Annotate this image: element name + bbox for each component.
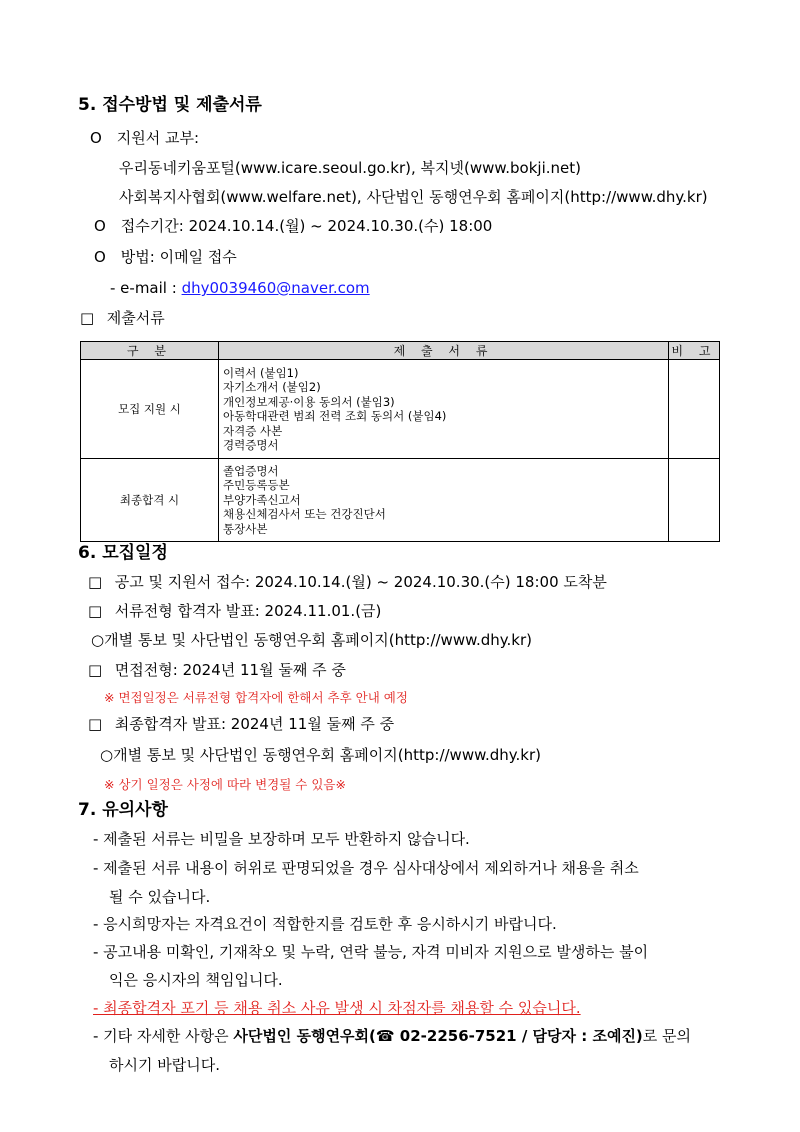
sites-line-2: 사회복지사협회(www.welfare.net), 사단법인 동행연우회 홈페이지(http://www.dhy.kr) bbox=[119, 188, 708, 206]
contact-pre: - 기타 자세한 사항은 bbox=[93, 1027, 234, 1045]
contact-info: 사단법인 동행연우회(☎ 02-2256-7521 / 담당자 : 조예진) bbox=[233, 1027, 643, 1045]
sites-line-1: 우리동네키움포털(www.icare.seoul.go.kr), 복지넷(www.bokji.net) bbox=[119, 159, 581, 177]
list-item: 자기소개서 (붙임2) bbox=[223, 380, 321, 394]
section6-title: 6. 모집일정 bbox=[78, 543, 168, 563]
application-form-label: 지원서 교부: bbox=[116, 129, 200, 147]
square-bullet-icon: □ bbox=[88, 715, 103, 733]
table-header-row bbox=[81, 342, 720, 360]
email-line bbox=[110, 277, 370, 299]
notice-paragraph: - 공고내용 미확인, 기재착오 및 누락, 연락 불능, 자격 미비자 지원으로 발생하는 불이 bbox=[93, 943, 649, 961]
contact-paragraph-cont: 하시기 바랍니다. bbox=[109, 1056, 220, 1074]
table-cell-items bbox=[219, 459, 669, 542]
schedule-text: 개별 통보 및 사단법인 동행연우회 홈페이지(http://www.dhy.kr) bbox=[113, 746, 541, 764]
list-item: 졸업증명서 bbox=[223, 463, 279, 478]
docs-heading: 제출서류 bbox=[106, 309, 165, 327]
list-item: 이력서 (붙임1) bbox=[223, 365, 299, 380]
schedule-item-1 bbox=[88, 571, 607, 593]
circle-bullet-icon: O bbox=[94, 217, 106, 235]
contact-post: 로 문의 bbox=[642, 1027, 692, 1045]
schedule-text: 공고 및 지원서 접수: 2024.10.14.(월) ~ 2024.10.30.(수) 18:00 도착분 bbox=[114, 573, 607, 591]
table-cell-note bbox=[669, 360, 720, 459]
table-row bbox=[81, 459, 720, 542]
schedule-item-3 bbox=[88, 659, 346, 681]
circle-bullet-icon: O bbox=[90, 129, 102, 147]
list-item: 주민등록등본 bbox=[223, 478, 290, 493]
table-cell-category: 모집 지원 시 bbox=[81, 360, 219, 459]
schedule-notice-1 bbox=[91, 629, 532, 651]
method-text: 방법: 이메일 접수 bbox=[120, 248, 237, 266]
list-item: 부양가족신고서 bbox=[223, 492, 301, 507]
schedule-notice-2 bbox=[100, 744, 541, 766]
interview-note: ※ 면접일정은 서류전형 합격자에 한해서 추후 안내 예정 bbox=[104, 690, 408, 705]
table-cell-items bbox=[219, 360, 669, 459]
notice-paragraph: - 제출된 서류는 비밀을 보장하며 모두 반환하지 않습니다. bbox=[93, 830, 470, 848]
square-bullet-icon: □ bbox=[80, 309, 95, 327]
square-bullet-icon: □ bbox=[88, 661, 103, 679]
notice-paragraph-cont: 익은 응시자의 책임입니다. bbox=[109, 971, 283, 989]
square-bullet-icon: □ bbox=[88, 573, 103, 591]
table-row bbox=[81, 360, 720, 459]
schedule-text: 최종합격자 발표: 2024년 11월 둘째 주 중 bbox=[114, 715, 395, 733]
docs-heading-line bbox=[80, 307, 165, 329]
list-item: 통장사본 bbox=[223, 521, 268, 536]
email-link[interactable]: dhy0039460@naver.com bbox=[181, 279, 370, 297]
section5-title: 5. 접수방법 및 제출서류 bbox=[78, 95, 262, 115]
period-text: 접수기간: 2024.10.14.(월) ~ 2024.10.30.(수) 18:00 bbox=[120, 217, 493, 235]
notice-paragraph-cont: 될 수 있습니다. bbox=[109, 888, 211, 906]
list-item: 개인정보제공·이용 동의서 (붙임3) bbox=[223, 394, 395, 409]
notice-paragraph: - 제출된 서류 내용이 허위로 판명되었을 경우 심사대상에서 제외하거나 채용을 취소 bbox=[93, 859, 639, 877]
period-line bbox=[94, 215, 492, 237]
small-circle-icon: ○ bbox=[100, 746, 114, 764]
schedule-text: 면접전형: 2024년 11월 둘째 주 중 bbox=[114, 661, 346, 679]
list-item: 경력증명서 bbox=[223, 438, 279, 452]
table-header: 제 출 서 류 bbox=[219, 342, 669, 360]
backup-candidate-notice: - 최종합격자 포기 등 채용 취소 사유 발생 시 차점자를 채용할 수 있습니다. bbox=[93, 999, 581, 1017]
documents-table bbox=[80, 341, 720, 542]
schedule-change-note: ※ 상기 일정은 사정에 따라 변경될 수 있음※ bbox=[104, 777, 346, 792]
list-item: 채용신체검사서 또는 건강진단서 bbox=[223, 507, 386, 522]
schedule-item-2 bbox=[88, 600, 381, 622]
square-bullet-icon: □ bbox=[88, 602, 103, 620]
table-cell-category: 최종합격 시 bbox=[81, 459, 219, 542]
small-circle-icon: ○ bbox=[91, 631, 105, 649]
list-item: 자격증 사본 bbox=[223, 423, 283, 438]
schedule-text: 서류전형 합격자 발표: 2024.11.01.(금) bbox=[114, 602, 382, 620]
method-line bbox=[94, 246, 237, 268]
table-header: 비 고 bbox=[669, 342, 720, 360]
section7-title: 7. 유의사항 bbox=[78, 800, 168, 820]
schedule-text: 개별 통보 및 사단법인 동행연우회 홈페이지(http://www.dhy.kr) bbox=[104, 631, 532, 649]
notice-paragraph: - 응시희망자는 자격요건이 적합한지를 검토한 후 응시하시기 바랍니다. bbox=[93, 915, 557, 933]
application-form-line bbox=[90, 127, 199, 149]
email-prefix: - e-mail : bbox=[110, 279, 182, 297]
schedule-item-4 bbox=[88, 713, 394, 735]
contact-paragraph bbox=[93, 1025, 691, 1047]
circle-bullet-icon: O bbox=[94, 248, 106, 266]
table-header: 구 분 bbox=[81, 342, 219, 360]
table-cell-note bbox=[669, 459, 720, 542]
list-item: 아동학대관련 범죄 전력 조회 동의서 (붙임4) bbox=[223, 409, 447, 423]
